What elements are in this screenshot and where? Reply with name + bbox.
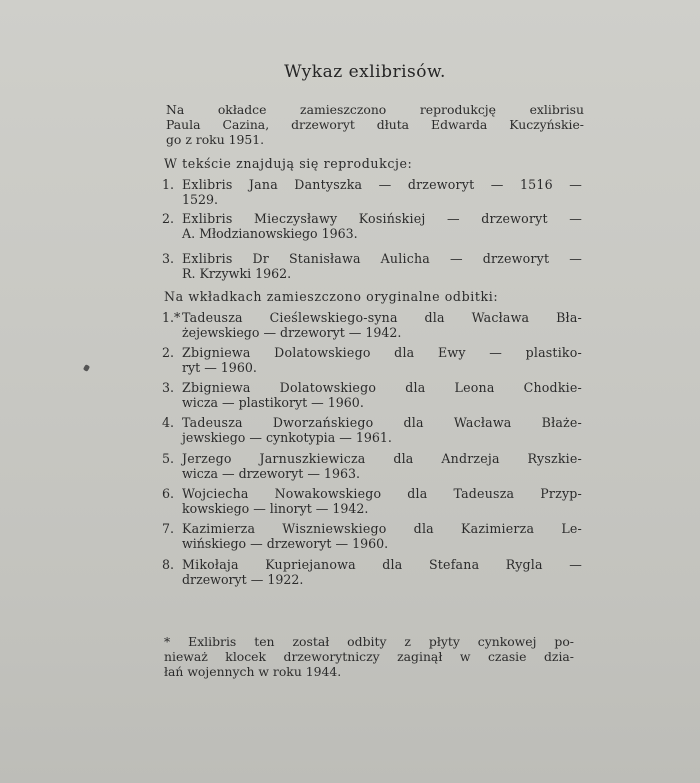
list-item-number: 1.* xyxy=(162,310,181,325)
list-item-line: Jerzego Jarnuszkiewicza dla Andrzeja Ryszkie- xyxy=(182,451,582,466)
list-item-number: 8. xyxy=(162,557,175,572)
paper-fleck xyxy=(83,364,90,372)
footnote-line: * Exlibris ten został odbity z płyty cynkowej po- xyxy=(164,634,574,649)
list-item-line: Exlibris Jana Dantyszka — drzeworyt — 1516 — xyxy=(182,177,582,192)
list-item-text xyxy=(182,486,582,516)
list-item-line: wicza — drzeworyt — 1963. xyxy=(182,466,360,481)
list-item-line: wińskiego — drzeworyt — 1960. xyxy=(182,536,389,551)
list-item-text xyxy=(182,557,582,587)
list-item-text xyxy=(182,345,582,375)
list-item-line: drzeworyt — 1922. xyxy=(182,572,304,587)
list-item-line: Zbigniewa Dolatowskiego dla Leona Chodkie- xyxy=(182,380,582,395)
list-item-line: Mikołaja Kupriejanowa dla Stefana Rygla — xyxy=(182,557,582,572)
list-item-line: Exlibris Mieczysławy Kosińskiej — drzeworyt — xyxy=(182,211,582,226)
list-item-line: wicza — plastikoryt — 1960. xyxy=(182,395,364,410)
list-item-line: Wojciecha Nowakowskiego dla Tadeusza Przyp- xyxy=(182,486,582,501)
list-item-number: 3. xyxy=(162,380,175,395)
list-item-text xyxy=(182,521,582,551)
intro-line: Na okładce zamieszczono reprodukcję exlibrisu xyxy=(166,102,584,117)
list-item-number: 1. xyxy=(162,177,175,192)
list-item-text xyxy=(182,310,582,340)
list-item-line: Tadeusza Dworzańskiego dla Wacława Błaże- xyxy=(182,415,582,430)
list-item-line: Zbigniewa Dolatowskiego dla Ewy — plastiko- xyxy=(182,345,582,360)
list-item-number: 2. xyxy=(162,211,175,226)
page-title: Wykaz exlibrisów. xyxy=(284,62,446,82)
list-item-text xyxy=(182,380,582,410)
list-item-number: 3. xyxy=(162,251,175,266)
list-item-line: kowskiego — linoryt — 1942. xyxy=(182,501,369,516)
section-heading-text: W tekście znajdują się reprodukcje: xyxy=(164,156,413,171)
list-item-line: R. Krzywki 1962. xyxy=(182,266,292,281)
footnote-line: łań wojennych w roku 1944. xyxy=(164,664,342,679)
list-item-number: 6. xyxy=(162,486,175,501)
intro-paragraph xyxy=(166,102,584,147)
list-item-line: żejewskiego — drzeworyt — 1942. xyxy=(182,325,402,340)
list-item-number: 7. xyxy=(162,521,175,536)
list-item-line: jewskiego — cynkotypia — 1961. xyxy=(182,430,392,445)
list-item-text xyxy=(182,451,582,481)
list-item-line: A. Młodzianowskiego 1963. xyxy=(182,226,358,241)
list-item-line: Tadeusza Cieślewskiego-syna dla Wacława Bła- xyxy=(182,310,582,325)
intro-line: Paula Cazina, drzeworyt dłuta Edwarda Kuczyńskie- xyxy=(166,117,584,132)
intro-line: go z roku 1951. xyxy=(166,132,265,147)
list-item-text xyxy=(182,251,582,281)
list-item-text xyxy=(182,177,582,207)
section-heading-insert: Na wkładkach zamieszczono oryginalne odbitki: xyxy=(164,289,499,304)
footnote-line: nieważ klocek drzeworytniczy zaginął w czasie dzia- xyxy=(164,649,574,664)
list-item-text xyxy=(182,415,582,445)
list-item-number: 2. xyxy=(162,345,175,360)
list-item-line: Kazimierza Wiszniewskiego dla Kazimierza Le- xyxy=(182,521,582,536)
list-item-line: Exlibris Dr Stanisława Aulicha — drzeworyt — xyxy=(182,251,582,266)
list-item-number: 4. xyxy=(162,415,175,430)
list-item-line: ryt — 1960. xyxy=(182,360,257,375)
list-item-number: 5. xyxy=(162,451,175,466)
footnote xyxy=(164,634,574,679)
list-item-line: 1529. xyxy=(182,192,219,207)
list-item-text xyxy=(182,211,582,241)
